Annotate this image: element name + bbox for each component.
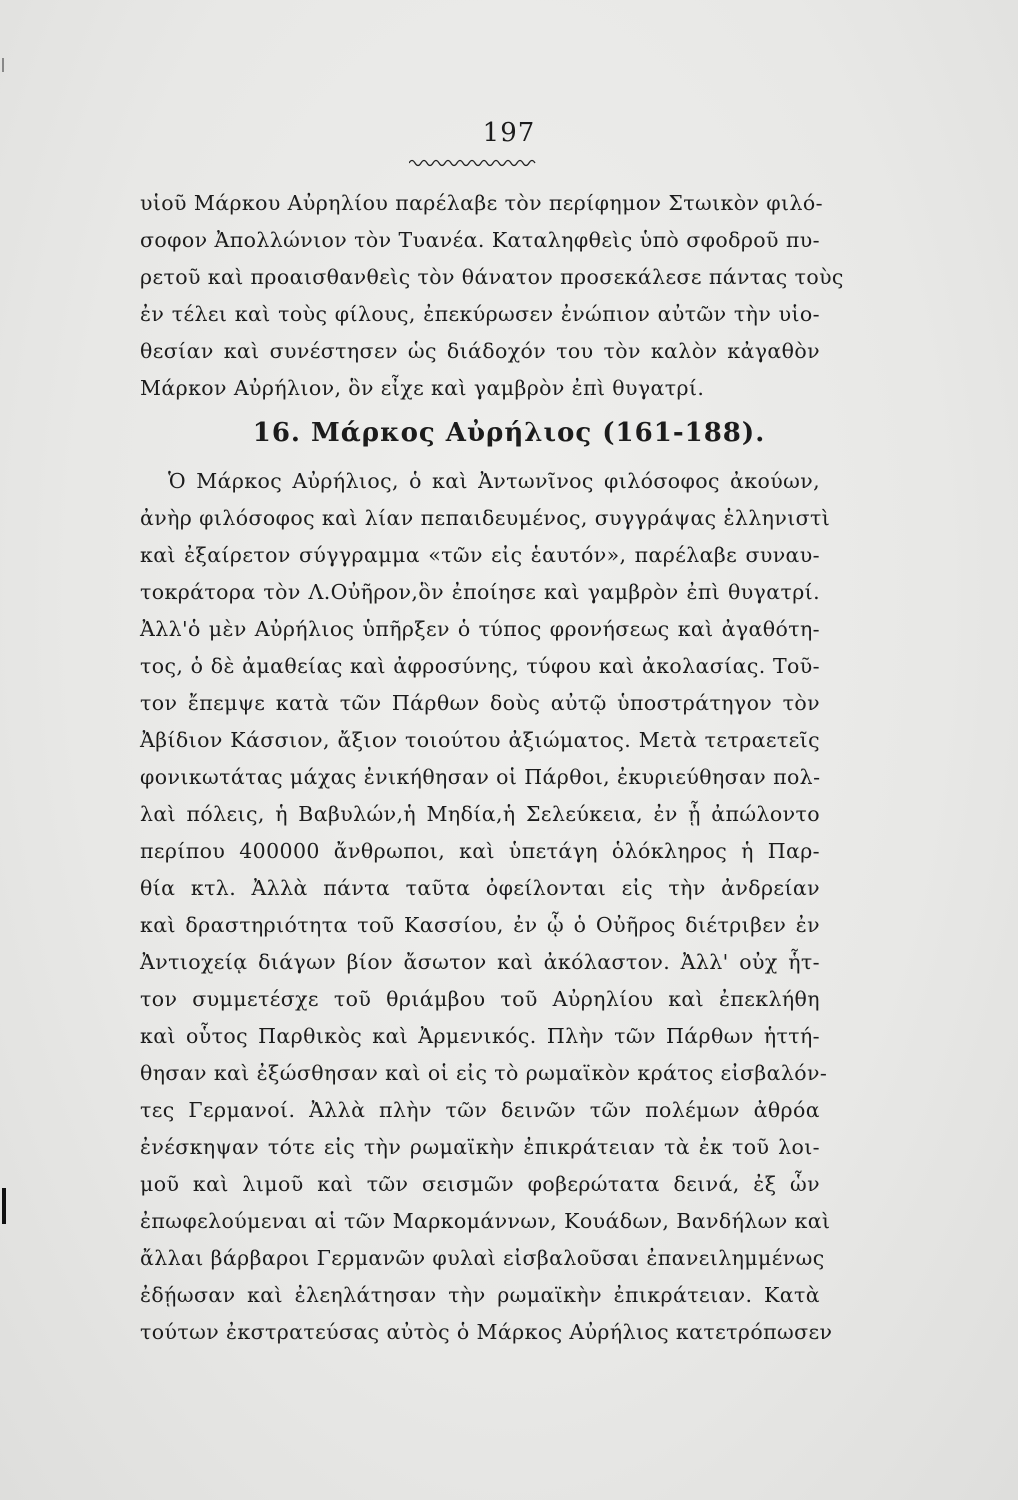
text-line: ἐν τέλει καὶ τοὺς φίλους, ἐπεκύρωσεν ἐνώπιον αὐτῶν τὴν υἱο- xyxy=(140,302,820,326)
text-line: Ἀλλ'ὁ μὲν Αὐρήλιος ὑπῆρξεν ὁ τύπος φρονήσεως καὶ ἀγαθότη- xyxy=(140,617,820,641)
text-line: λαὶ πόλεις, ἡ Βαβυλών,ἡ Μηδία,ἡ Σελεύκεια, ἐν ᾗ ἀπώλοντο xyxy=(140,802,820,826)
section-heading: 16. Μάρκος Αὐρήλιος (161-188). xyxy=(252,418,766,448)
text-line: τοκράτορα τὸν Λ.Οὐῆρον,ὃν ἐποίησε καὶ γαμβρὸν ἐπὶ θυγατρί. xyxy=(140,580,820,604)
text-line: θησαν καὶ ἐξώσθησαν καὶ οἱ εἰς τὸ ρωμαϊκὸν κράτος εἰσβαλόν- xyxy=(140,1061,828,1085)
text-line: ρετοῦ καὶ προαισθανθεὶς τὸν θάνατον προσεκάλεσε πάντας τοὺς xyxy=(140,265,844,289)
text-line: ἀνὴρ φιλόσοφος καὶ λίαν πεπαιδευμένος, συγγράψας ἑλληνιστὶ xyxy=(140,506,831,530)
text-line: τον ἔπεμψε κατὰ τῶν Πάρθων δοὺς αὐτῷ ὑποστράτηγον τὸν xyxy=(140,691,820,715)
text-line: περίπου 400000 ἄνθρωποι, καὶ ὑπετάγη ὁλόκληρος ἡ Παρ- xyxy=(140,839,820,863)
text-line: ἐπωφελούμεναι αἱ τῶν Μαρκομάννων, Κουάδων, Βανδήλων καὶ xyxy=(140,1209,831,1233)
text-line: καὶ οὗτος Παρθικὸς καὶ Ἀρμενικός. Πλὴν τῶν Πάρθων ἡττή- xyxy=(140,1024,820,1048)
text-line: Ἀβίδιον Κάσσιον, ἄξιον τοιούτου ἀξιώματος. Μετὰ τετραετεῖς xyxy=(140,728,820,752)
text-line: θία κτλ. Ἀλλὰ πάντα ταῦτα ὀφείλονται εἰς τὴν ἀνδρείαν xyxy=(140,876,820,900)
scan-edge-mark xyxy=(2,1188,6,1224)
text-line: ἄλλαι βάρβαροι Γερμανῶν φυλαὶ εἰσβαλοῦσαι ἐπανειλημμένως xyxy=(140,1246,825,1270)
text-line: ἐδῄωσαν καὶ ἐλεηλάτησαν τὴν ρωμαϊκὴν ἐπικράτειαν. Κατὰ xyxy=(140,1283,820,1307)
wavy-rule-ornament xyxy=(409,156,539,170)
text-line: Ἀντιοχείᾳ διάγων βίον ἄσωτον καὶ ἀκόλαστον. Ἀλλ' οὐχ ἧτ- xyxy=(140,950,820,974)
text-line: θεσίαν καὶ συνέστησεν ὡς διάδοχόν του τὸν καλὸν κἀγαθὸν xyxy=(140,339,820,363)
text-line: Ὁ Μάρκος Αὐρήλιος, ὁ καὶ Ἀντωνῖνος φιλόσοφος ἀκούων, xyxy=(168,469,820,493)
text-line: τον συμμετέσχε τοῦ θριάμβου τοῦ Αὐρηλίου καὶ ἐπεκλήθη xyxy=(140,987,820,1011)
text-line: τούτων ἐκστρατεύσας αὐτὸς ὁ Μάρκος Αὐρήλιος κατετρόπωσεν xyxy=(140,1320,833,1344)
scan-edge-mark xyxy=(2,58,4,72)
text-line: τες Γερμανοί. Ἀλλὰ πλὴν τῶν δεινῶν τῶν πολέμων ἀθρόα xyxy=(140,1098,820,1122)
text-line: Μάρκον Αὐρήλιον, ὃν εἶχε καὶ γαμβρὸν ἐπὶ θυγατρί. xyxy=(140,376,705,400)
text-line: υἱοῦ Μάρκου Αὐρηλίου παρέλαβε τὸν περίφημον Στωικὸν φιλό- xyxy=(140,191,823,215)
text-line: μοῦ καὶ λιμοῦ καὶ τῶν σεισμῶν φοβερώτατα δεινά, ἐξ ὧν xyxy=(140,1172,820,1196)
text-line: σοφον Ἀπολλώνιον τὸν Τυανέα. Καταληφθεὶς ὑπὸ σφοδροῦ πυ- xyxy=(140,228,820,252)
text-line: καὶ δραστηριότητα τοῦ Κασσίου, ἐν ᾧ ὁ Οὐῆρος διέτριβεν ἐν xyxy=(140,913,820,937)
text-line: φονικωτάτας μάχας ἐνικήθησαν οἱ Πάρθοι, ἐκυριεύθησαν πολ- xyxy=(140,765,821,789)
text-line: τος, ὁ δὲ ἀμαθείας καὶ ἀφροσύνης, τύφου καὶ ἀκολασίας. Τοῦ- xyxy=(140,654,820,678)
page-number: 197 xyxy=(482,118,536,148)
text-line: ἐνέσκηψαν τότε εἰς τὴν ρωμαϊκὴν ἐπικράτειαν τὰ ἐκ τοῦ λοι- xyxy=(140,1135,820,1159)
text-line: καὶ ἐξαίρετον σύγγραμμα «τῶν εἰς ἑαυτόν», παρέλαβε συναυ- xyxy=(140,543,820,567)
